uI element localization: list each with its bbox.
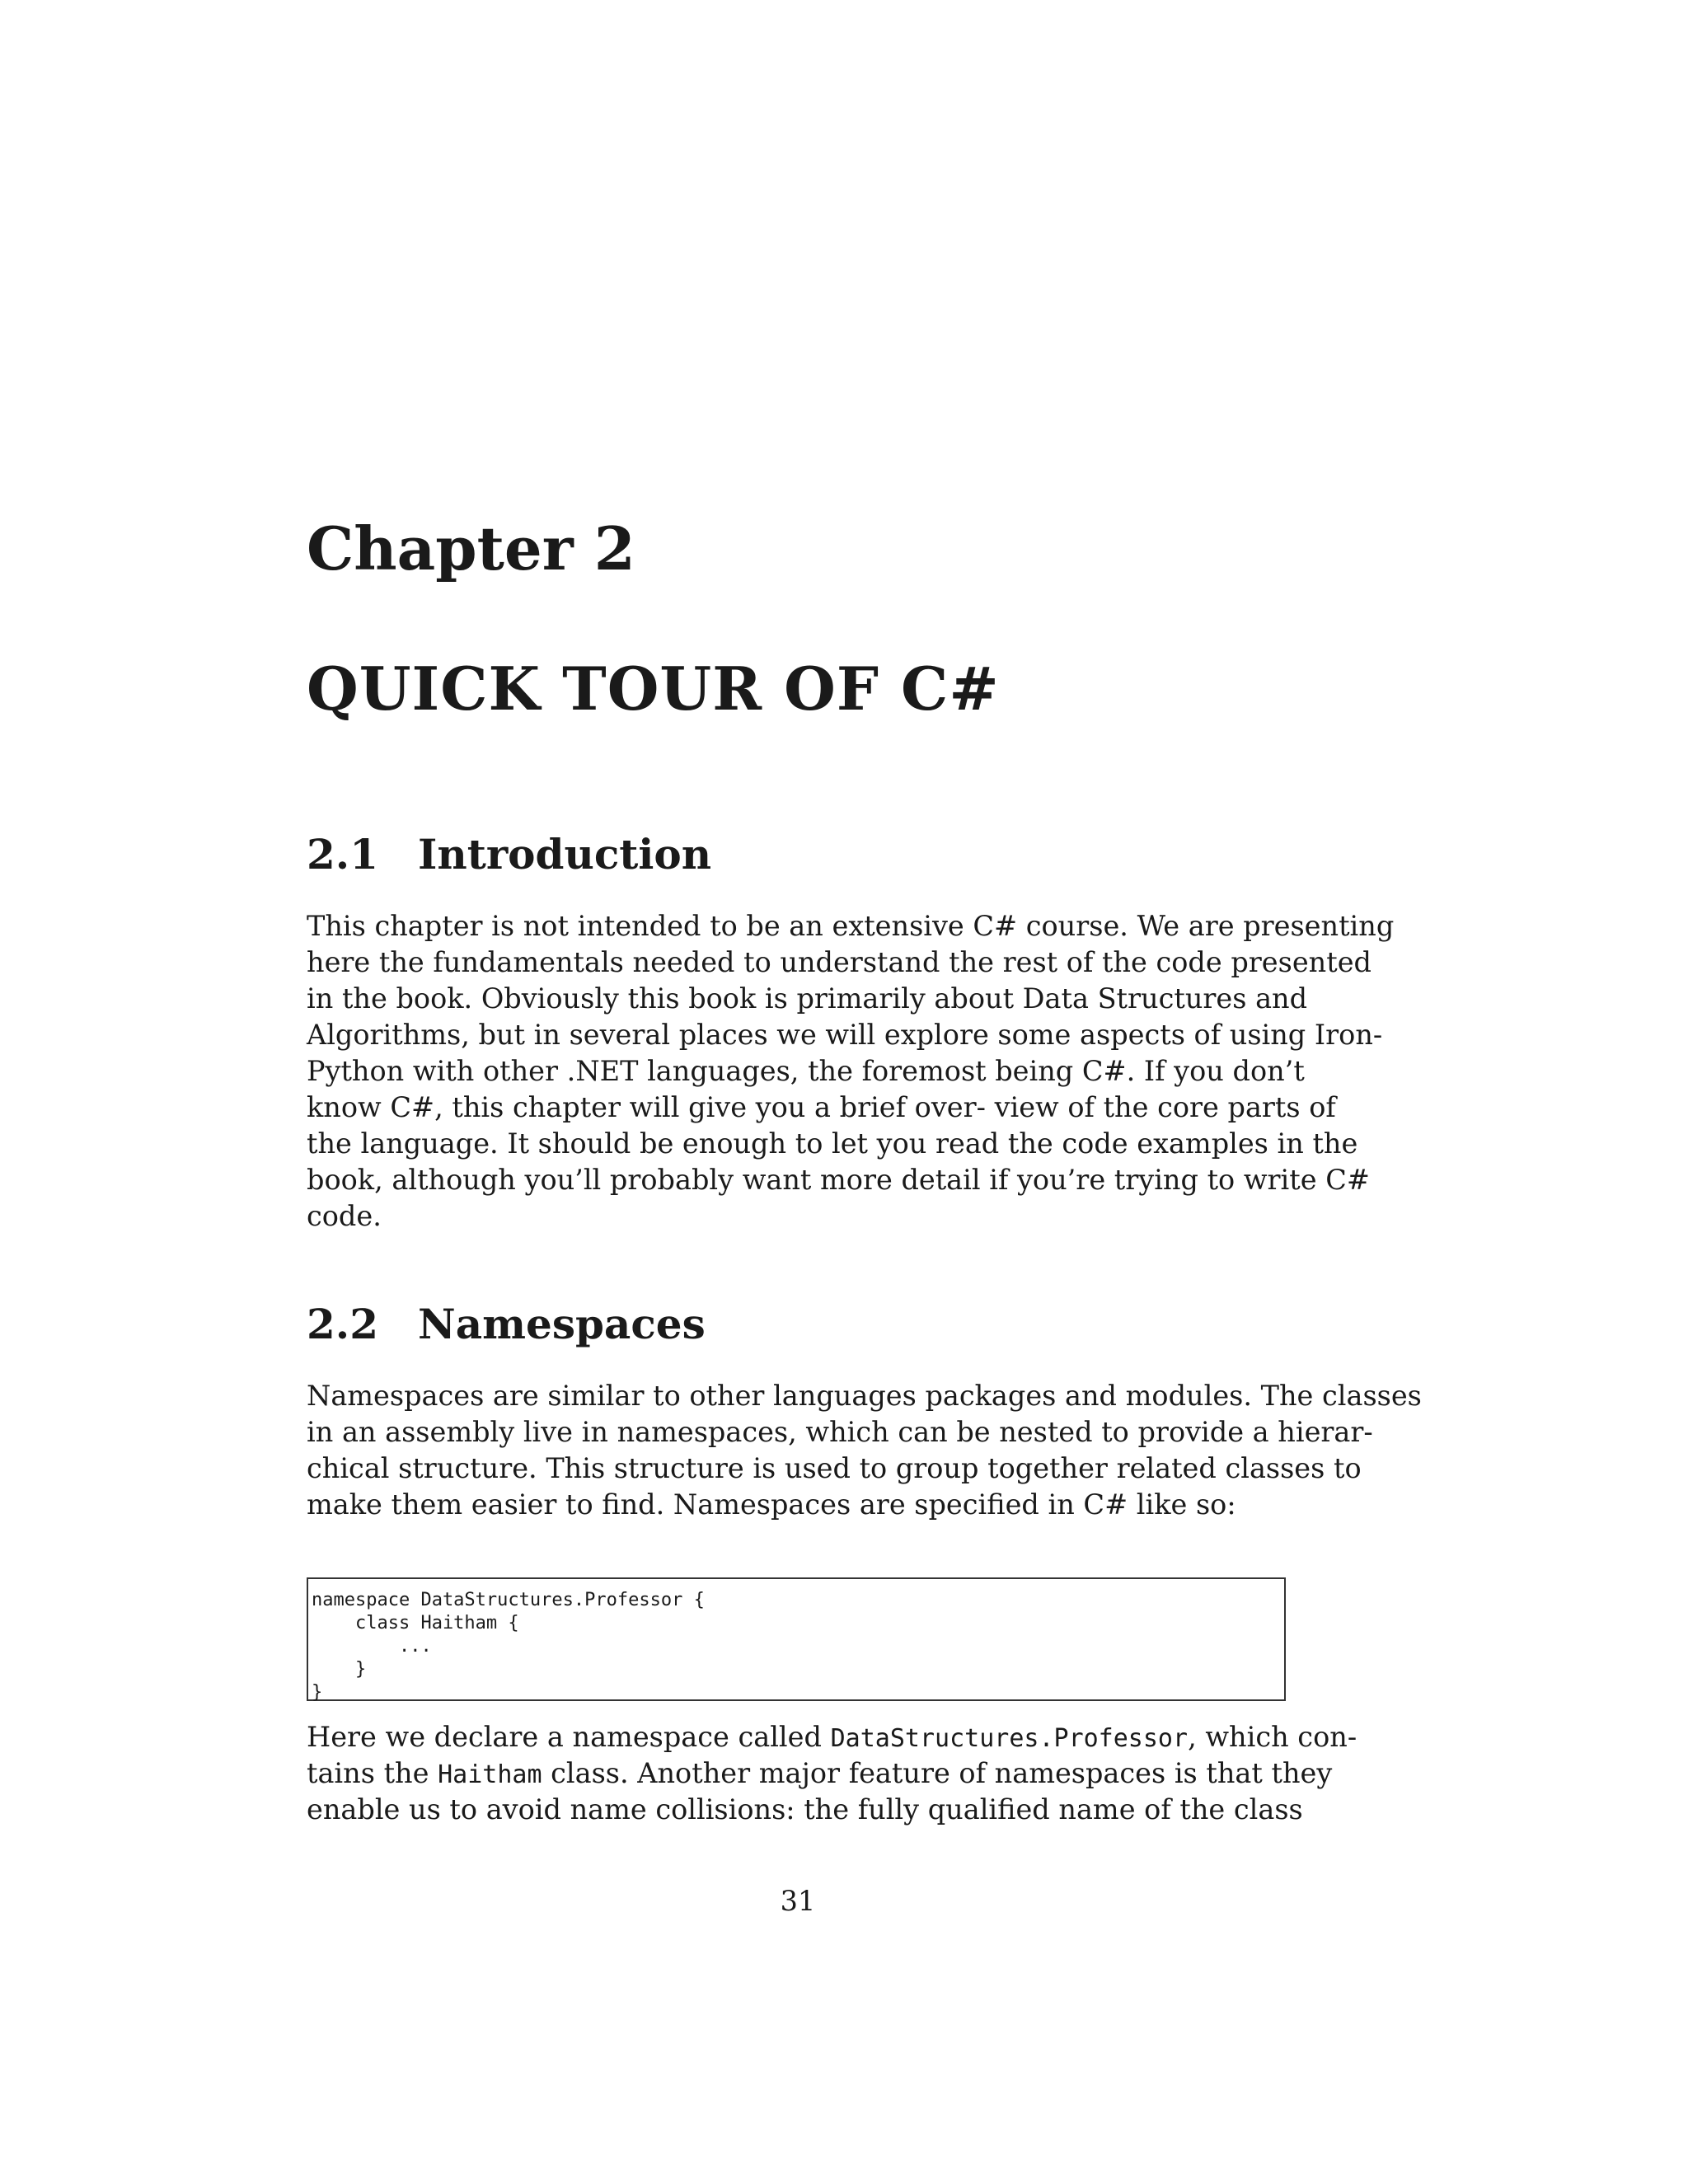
text-fragment: , which con- xyxy=(1188,1721,1357,1753)
code-line: ... xyxy=(312,1636,432,1657)
text-line: Namespaces are similar to other languages packages and modules. The classes xyxy=(307,1380,1422,1412)
code-line: } xyxy=(312,1659,367,1680)
text-fragment: tains the xyxy=(307,1757,438,1789)
text-line: the language. It should be enough to let you read the code examples in the xyxy=(307,1127,1358,1160)
text-line xyxy=(307,1755,1333,1792)
after-code-paragraph xyxy=(307,1719,1357,1828)
text-line: code. xyxy=(307,1200,382,1232)
code-line: class Haitham { xyxy=(312,1613,519,1633)
inline-code: DataStructures.Professor xyxy=(830,1724,1189,1753)
inline-code: Haitham xyxy=(438,1760,542,1789)
text-line: know C#, this chapter will give you a brief over- view of the core parts of xyxy=(307,1091,1336,1123)
page-number: 31 xyxy=(780,1885,816,1917)
text-line: in an assembly live in namespaces, which can be nested to provide a hierar- xyxy=(307,1416,1373,1448)
introduction-paragraph xyxy=(307,908,1395,1235)
text-fragment: Here we declare a namespace called xyxy=(307,1721,831,1753)
section-heading-namespaces xyxy=(307,1300,706,1348)
text-line: Algorithms, but in several places we will explore some aspects of using Iron- xyxy=(307,1019,1383,1051)
text-line: Python with other .NET languages, the foremost being C#. If you don’t xyxy=(307,1055,1305,1087)
code-line: } xyxy=(312,1682,323,1703)
text-line: chical structure. This structure is used to group together related classes to xyxy=(307,1452,1362,1484)
code-listing xyxy=(307,1577,1286,1701)
section-title: Introduction xyxy=(418,830,712,879)
namespaces-paragraph xyxy=(307,1378,1422,1523)
chapter-title: QUICK TOUR OF C# xyxy=(307,654,1000,724)
code-line: namespace DataStructures.Professor { xyxy=(312,1590,705,1610)
text-fragment: class. Another major feature of namespaces is that they xyxy=(542,1757,1333,1789)
text-line: here the fundamentals needed to understand the rest of the code presented xyxy=(307,946,1372,978)
text-line: in the book. Obviously this book is primarily about Data Structures and xyxy=(307,982,1308,1015)
text-line xyxy=(307,1719,1357,1755)
section-number: 2.1 xyxy=(307,830,378,879)
chapter-label: Chapter 2 xyxy=(307,513,635,583)
text-line: make them easier to find. Namespaces are specified in C# like so: xyxy=(307,1488,1236,1521)
text-line: enable us to avoid name collisions: the fully qualified name of the class xyxy=(307,1793,1303,1825)
text-line: This chapter is not intended to be an extensive C# course. We are presenting xyxy=(307,910,1395,942)
section-heading-introduction xyxy=(307,830,712,879)
section-title: Namespaces xyxy=(418,1300,706,1348)
section-number: 2.2 xyxy=(307,1300,378,1348)
text-line: book, although you’ll probably want more detail if you’re trying to write C# xyxy=(307,1164,1370,1196)
